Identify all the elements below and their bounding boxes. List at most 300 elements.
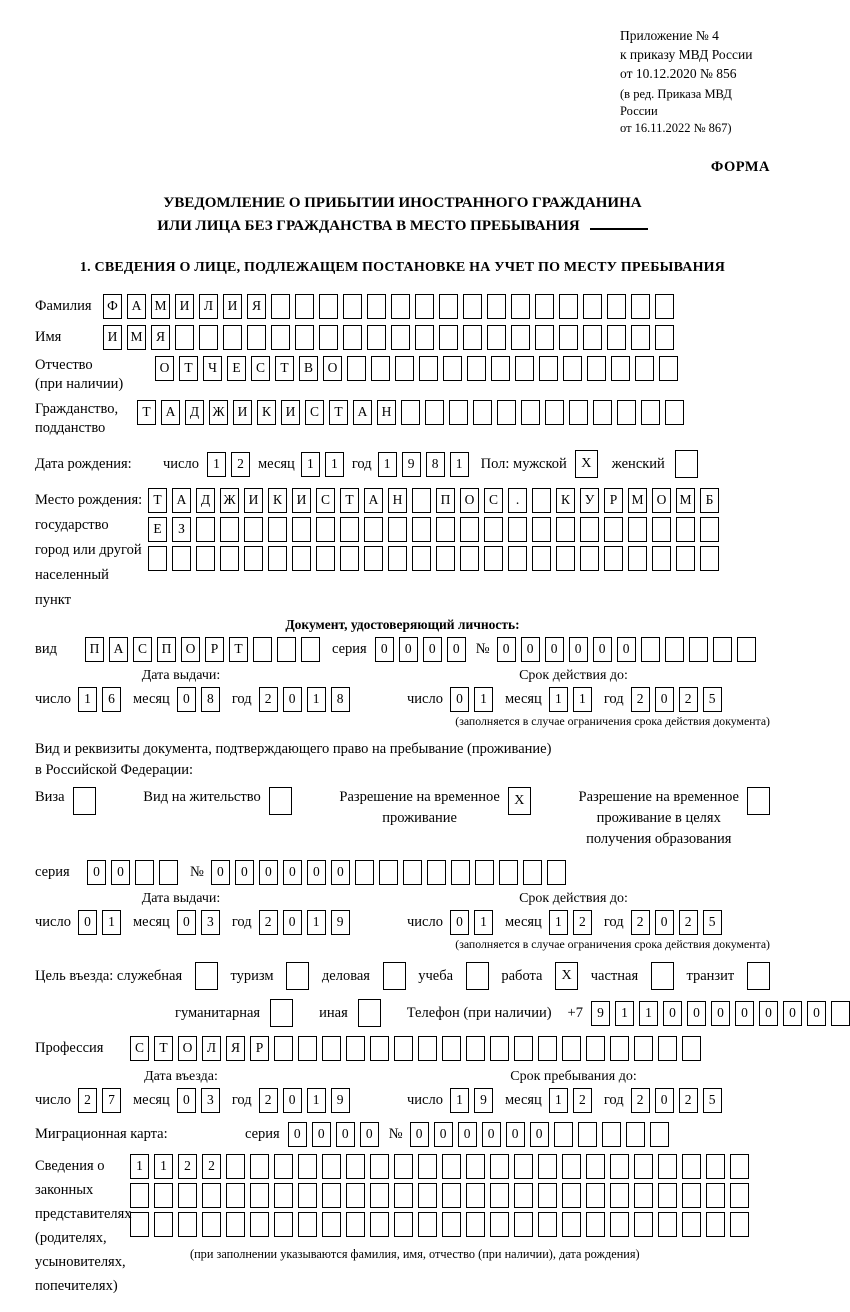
permit-issue-day-cells[interactable] [78,910,121,935]
char-cell[interactable]: Ч [203,356,222,381]
migration-series-cells[interactable] [288,1122,379,1147]
char-cell[interactable]: О [652,488,671,513]
purpose-humanitarian-checkbox[interactable] [270,999,293,1027]
char-cell[interactable] [370,1212,389,1237]
char-cell[interactable] [490,1212,509,1237]
char-cell[interactable]: О [460,488,479,513]
char-cell[interactable] [497,400,516,425]
char-cell[interactable] [652,546,671,571]
char-cell[interactable] [364,546,383,571]
char-cell[interactable]: 0 [336,1122,355,1147]
char-cell[interactable]: 6 [102,687,121,712]
char-cell[interactable] [371,356,390,381]
char-cell[interactable]: 0 [331,860,350,885]
stay-year-cells[interactable] [631,1088,722,1113]
char-cell[interactable] [634,1183,653,1208]
id-issue-day-cells[interactable] [78,687,121,712]
char-cell[interactable] [535,294,554,319]
char-cell[interactable]: 3 [201,910,220,935]
char-cell[interactable] [346,1183,365,1208]
char-cell[interactable] [271,325,290,350]
char-cell[interactable]: 0 [783,1001,802,1026]
char-cell[interactable]: Б [700,488,719,513]
char-cell[interactable]: 2 [259,687,278,712]
char-cell[interactable] [394,1183,413,1208]
char-cell[interactable] [274,1154,293,1179]
char-cell[interactable] [412,488,431,513]
char-cell[interactable]: 5 [703,910,722,935]
char-cell[interactable]: 1 [549,687,568,712]
char-cell[interactable]: 2 [679,687,698,712]
char-cell[interactable] [538,1036,557,1061]
char-cell[interactable] [130,1212,149,1237]
char-cell[interactable] [514,1154,533,1179]
char-cell[interactable]: Я [247,294,266,319]
char-cell[interactable] [250,1212,269,1237]
char-cell[interactable] [346,1212,365,1237]
char-cell[interactable]: Я [226,1036,245,1061]
char-cell[interactable]: 0 [283,860,302,885]
char-cell[interactable] [706,1183,725,1208]
char-cell[interactable] [274,1212,293,1237]
birth-place-cells-row2[interactable] [148,517,719,542]
char-cell[interactable] [514,1212,533,1237]
char-cell[interactable] [412,546,431,571]
char-cell[interactable]: 2 [631,910,650,935]
char-cell[interactable]: С [484,488,503,513]
char-cell[interactable] [650,1122,669,1147]
char-cell[interactable] [706,1212,725,1237]
char-cell[interactable] [689,637,708,662]
char-cell[interactable] [202,1212,221,1237]
char-cell[interactable] [554,1122,573,1147]
char-cell[interactable]: 2 [259,1088,278,1113]
char-cell[interactable] [655,325,674,350]
char-cell[interactable] [442,1036,461,1061]
char-cell[interactable]: 0 [283,1088,302,1113]
char-cell[interactable] [388,517,407,542]
char-cell[interactable]: К [257,400,276,425]
char-cell[interactable] [418,1212,437,1237]
char-cell[interactable] [604,517,623,542]
char-cell[interactable] [475,860,494,885]
char-cell[interactable] [563,356,582,381]
char-cell[interactable]: 0 [399,637,418,662]
char-cell[interactable]: Н [388,488,407,513]
citizenship-cells[interactable] [137,400,684,425]
char-cell[interactable]: 5 [703,687,722,712]
char-cell[interactable] [628,517,647,542]
char-cell[interactable] [415,325,434,350]
char-cell[interactable] [831,1001,850,1026]
char-cell[interactable]: Е [227,356,246,381]
char-cell[interactable] [730,1154,749,1179]
char-cell[interactable] [511,325,530,350]
char-cell[interactable] [370,1036,389,1061]
char-cell[interactable]: М [676,488,695,513]
char-cell[interactable] [514,1183,533,1208]
char-cell[interactable] [419,356,438,381]
char-cell[interactable] [178,1212,197,1237]
char-cell[interactable]: Т [275,356,294,381]
char-cell[interactable] [713,637,732,662]
char-cell[interactable]: С [130,1036,149,1061]
char-cell[interactable] [491,356,510,381]
char-cell[interactable]: Р [205,637,224,662]
char-cell[interactable] [610,1183,629,1208]
char-cell[interactable] [346,1036,365,1061]
char-cell[interactable]: 0 [569,637,588,662]
char-cell[interactable] [610,1036,629,1061]
char-cell[interactable] [700,517,719,542]
char-cell[interactable]: 0 [655,910,674,935]
char-cell[interactable]: 9 [331,1088,350,1113]
char-cell[interactable]: Ж [209,400,228,425]
char-cell[interactable]: 1 [549,910,568,935]
char-cell[interactable] [484,546,503,571]
char-cell[interactable]: В [299,356,318,381]
char-cell[interactable] [301,637,320,662]
surname-cells[interactable] [103,294,674,319]
char-cell[interactable]: 2 [631,687,650,712]
char-cell[interactable] [436,517,455,542]
char-cell[interactable] [175,325,194,350]
char-cell[interactable]: К [556,488,575,513]
sex-female-checkbox[interactable] [675,450,698,478]
char-cell[interactable]: С [305,400,324,425]
char-cell[interactable]: 1 [474,687,493,712]
char-cell[interactable] [466,1036,485,1061]
purpose-study-checkbox[interactable] [466,962,489,990]
char-cell[interactable] [271,294,290,319]
char-cell[interactable]: И [233,400,252,425]
profession-cells[interactable] [130,1036,701,1061]
char-cell[interactable] [652,517,671,542]
char-cell[interactable] [466,1212,485,1237]
char-cell[interactable]: 9 [331,910,350,935]
name-cells[interactable] [103,325,674,350]
char-cell[interactable] [391,325,410,350]
char-cell[interactable] [539,356,558,381]
char-cell[interactable]: 0 [530,1122,549,1147]
char-cell[interactable] [394,1154,413,1179]
char-cell[interactable] [415,294,434,319]
char-cell[interactable]: О [181,637,200,662]
id-valid-day-cells[interactable] [450,687,493,712]
char-cell[interactable] [593,400,612,425]
char-cell[interactable]: 0 [593,637,612,662]
char-cell[interactable] [379,860,398,885]
char-cell[interactable] [631,325,650,350]
char-cell[interactable]: 1 [450,1088,469,1113]
purpose-work-checkbox[interactable]: X [555,962,578,990]
char-cell[interactable] [427,860,446,885]
char-cell[interactable] [569,400,588,425]
char-cell[interactable]: 0 [482,1122,501,1147]
char-cell[interactable] [604,546,623,571]
char-cell[interactable]: 8 [426,452,445,477]
char-cell[interactable]: Д [185,400,204,425]
char-cell[interactable] [583,325,602,350]
char-cell[interactable] [521,400,540,425]
char-cell[interactable] [730,1212,749,1237]
char-cell[interactable] [538,1183,557,1208]
char-cell[interactable] [562,1183,581,1208]
char-cell[interactable] [340,517,359,542]
purpose-official-checkbox[interactable] [195,962,218,990]
permit-valid-day-cells[interactable] [450,910,493,935]
char-cell[interactable]: 5 [703,1088,722,1113]
char-cell[interactable]: 9 [474,1088,493,1113]
char-cell[interactable]: 0 [423,637,442,662]
char-cell[interactable] [682,1154,701,1179]
char-cell[interactable] [538,1212,557,1237]
char-cell[interactable]: 1 [378,452,397,477]
char-cell[interactable] [487,294,506,319]
char-cell[interactable] [442,1154,461,1179]
char-cell[interactable] [403,860,422,885]
char-cell[interactable]: 0 [211,860,230,885]
char-cell[interactable] [682,1212,701,1237]
char-cell[interactable]: 2 [202,1154,221,1179]
char-cell[interactable] [418,1154,437,1179]
permit-issue-year-cells[interactable] [259,910,350,935]
char-cell[interactable] [562,1154,581,1179]
char-cell[interactable] [467,356,486,381]
char-cell[interactable] [559,325,578,350]
char-cell[interactable] [562,1212,581,1237]
char-cell[interactable] [508,546,527,571]
char-cell[interactable] [538,1154,557,1179]
char-cell[interactable] [463,325,482,350]
char-cell[interactable]: Н [377,400,396,425]
char-cell[interactable] [295,325,314,350]
char-cell[interactable]: И [103,325,122,350]
char-cell[interactable]: П [157,637,176,662]
char-cell[interactable]: А [172,488,191,513]
char-cell[interactable] [394,1212,413,1237]
char-cell[interactable] [274,1183,293,1208]
char-cell[interactable]: 2 [259,910,278,935]
char-cell[interactable] [178,1183,197,1208]
char-cell[interactable]: 0 [259,860,278,885]
char-cell[interactable] [682,1183,701,1208]
char-cell[interactable]: К [268,488,287,513]
char-cell[interactable]: 1 [78,687,97,712]
char-cell[interactable]: 0 [283,910,302,935]
char-cell[interactable] [484,517,503,542]
char-cell[interactable]: Д [196,488,215,513]
char-cell[interactable] [340,546,359,571]
char-cell[interactable]: 0 [663,1001,682,1026]
purpose-tourism-checkbox[interactable] [286,962,309,990]
char-cell[interactable] [436,546,455,571]
char-cell[interactable]: 0 [450,687,469,712]
purpose-business-checkbox[interactable] [383,962,406,990]
char-cell[interactable] [628,546,647,571]
char-cell[interactable] [586,1036,605,1061]
char-cell[interactable]: 2 [573,910,592,935]
char-cell[interactable] [367,294,386,319]
char-cell[interactable] [442,1183,461,1208]
char-cell[interactable] [535,325,554,350]
char-cell[interactable] [659,356,678,381]
char-cell[interactable] [439,294,458,319]
char-cell[interactable]: 0 [410,1122,429,1147]
char-cell[interactable]: С [133,637,152,662]
char-cell[interactable] [274,1036,293,1061]
char-cell[interactable] [532,546,551,571]
char-cell[interactable] [580,546,599,571]
char-cell[interactable] [268,517,287,542]
char-cell[interactable] [449,400,468,425]
char-cell[interactable] [364,517,383,542]
char-cell[interactable]: 1 [307,910,326,935]
char-cell[interactable] [135,860,154,885]
char-cell[interactable] [451,860,470,885]
char-cell[interactable]: 0 [360,1122,379,1147]
birth-place-cells-row1[interactable] [148,488,719,513]
residence-permit-checkbox[interactable] [269,787,292,815]
char-cell[interactable] [277,637,296,662]
char-cell[interactable]: 1 [615,1001,634,1026]
doc-number-cells[interactable] [497,637,756,662]
id-valid-year-cells[interactable] [631,687,722,712]
char-cell[interactable] [298,1212,317,1237]
char-cell[interactable] [586,1212,605,1237]
char-cell[interactable] [401,400,420,425]
char-cell[interactable] [610,1154,629,1179]
permit-number-cells[interactable] [211,860,566,885]
char-cell[interactable]: 0 [375,637,394,662]
entry-day-cells[interactable] [78,1088,121,1113]
char-cell[interactable] [298,1036,317,1061]
char-cell[interactable] [578,1122,597,1147]
char-cell[interactable]: 0 [458,1122,477,1147]
char-cell[interactable]: 0 [78,910,97,935]
char-cell[interactable] [202,1183,221,1208]
char-cell[interactable] [322,1036,341,1061]
char-cell[interactable] [490,1036,509,1061]
char-cell[interactable] [391,294,410,319]
char-cell[interactable] [676,517,695,542]
char-cell[interactable] [515,356,534,381]
char-cell[interactable]: 8 [201,687,220,712]
char-cell[interactable] [295,294,314,319]
char-cell[interactable]: М [628,488,647,513]
char-cell[interactable] [250,1183,269,1208]
char-cell[interactable]: 0 [497,637,516,662]
char-cell[interactable]: Л [199,294,218,319]
permit-series-cells[interactable] [87,860,178,885]
char-cell[interactable]: 0 [177,1088,196,1113]
char-cell[interactable]: С [316,488,335,513]
char-cell[interactable] [610,1212,629,1237]
char-cell[interactable]: 1 [639,1001,658,1026]
char-cell[interactable]: 0 [807,1001,826,1026]
stay-month-cells[interactable] [549,1088,592,1113]
char-cell[interactable]: 1 [307,687,326,712]
char-cell[interactable]: Ж [220,488,239,513]
char-cell[interactable] [514,1036,533,1061]
char-cell[interactable]: О [155,356,174,381]
birth-year-cells[interactable] [378,452,469,477]
birth-place-cells-row3[interactable] [148,546,719,571]
char-cell[interactable] [298,1183,317,1208]
char-cell[interactable] [466,1183,485,1208]
char-cell[interactable] [665,637,684,662]
visa-checkbox[interactable] [73,787,96,815]
char-cell[interactable] [367,325,386,350]
char-cell[interactable]: А [127,294,146,319]
char-cell[interactable] [226,1183,245,1208]
char-cell[interactable] [418,1036,437,1061]
char-cell[interactable]: 0 [283,687,302,712]
id-valid-month-cells[interactable] [549,687,592,712]
char-cell[interactable] [347,356,366,381]
char-cell[interactable]: М [151,294,170,319]
char-cell[interactable]: А [353,400,372,425]
char-cell[interactable]: 0 [545,637,564,662]
char-cell[interactable] [682,1036,701,1061]
char-cell[interactable]: П [85,637,104,662]
char-cell[interactable]: И [223,294,242,319]
char-cell[interactable] [220,517,239,542]
char-cell[interactable] [634,1212,653,1237]
birth-month-cells[interactable] [301,452,344,477]
char-cell[interactable] [658,1036,677,1061]
char-cell[interactable] [370,1154,389,1179]
char-cell[interactable] [532,488,551,513]
char-cell[interactable]: 9 [591,1001,610,1026]
char-cell[interactable]: Т [137,400,156,425]
char-cell[interactable]: 2 [231,452,250,477]
char-cell[interactable]: О [323,356,342,381]
char-cell[interactable] [154,1183,173,1208]
purpose-transit-checkbox[interactable] [747,962,770,990]
char-cell[interactable]: 1 [154,1154,173,1179]
char-cell[interactable]: 1 [301,452,320,477]
purpose-other-checkbox[interactable] [358,999,381,1027]
char-cell[interactable] [199,325,218,350]
char-cell[interactable]: И [244,488,263,513]
char-cell[interactable] [442,1212,461,1237]
char-cell[interactable] [487,325,506,350]
char-cell[interactable] [607,294,626,319]
char-cell[interactable]: 2 [573,1088,592,1113]
char-cell[interactable] [439,325,458,350]
char-cell[interactable] [355,860,374,885]
char-cell[interactable] [511,294,530,319]
char-cell[interactable]: 0 [307,860,326,885]
char-cell[interactable]: Т [229,637,248,662]
char-cell[interactable] [322,1212,341,1237]
char-cell[interactable]: 0 [655,1088,674,1113]
char-cell[interactable]: 1 [474,910,493,935]
char-cell[interactable] [223,325,242,350]
char-cell[interactable] [316,546,335,571]
char-cell[interactable] [730,1183,749,1208]
edu-permit-checkbox[interactable] [747,787,770,815]
char-cell[interactable]: М [127,325,146,350]
char-cell[interactable] [586,1183,605,1208]
char-cell[interactable]: О [178,1036,197,1061]
char-cell[interactable] [244,517,263,542]
char-cell[interactable]: Е [148,517,167,542]
char-cell[interactable]: Л [202,1036,221,1061]
char-cell[interactable] [655,294,674,319]
char-cell[interactable] [196,517,215,542]
